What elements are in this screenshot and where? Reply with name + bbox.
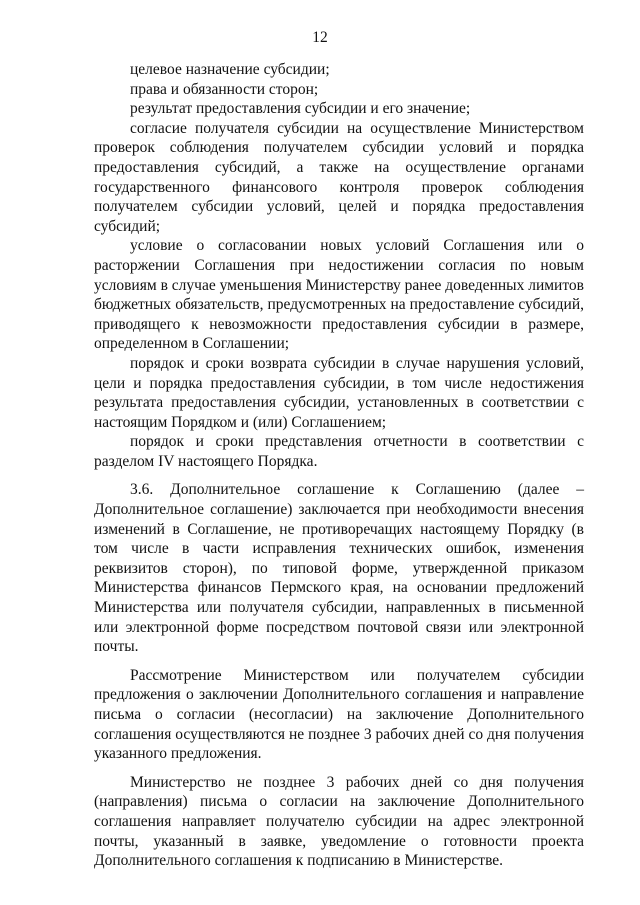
document-body	[94, 60, 584, 871]
paragraph-reporting: порядок и сроки представления отчетности в соответствии с разделом IV настоящего Порядка.	[94, 433, 584, 470]
paragraph-subsidy-purpose: целевое назначение субсидии;	[130, 61, 330, 78]
paragraph-result: результат предоставления субсидии и его значение;	[130, 100, 471, 118]
paragraph-ministry-notice: Министерство не позднее 3 рабочих дней со дня получения (направления) письма о согласии на заключение Дополнительного соглашения направляет получателю субсидии на адрес электронной почты, указанный в заявке, уведомление о готовности проекта Дополнительного соглашения к подписанию в Министерстве.	[94, 773, 584, 870]
paragraph-consent-inspections: согласие получателя субсидии на осуществление Министерством проверок соблюдения получателем субсидии условий и порядка предоставления субсидий, а также на осуществление органами государственного финансового контроля проверок соблюдения получателем субсидии условий, целей и порядка предоставления субсидий;	[94, 119, 584, 235]
paragraph-new-conditions: условие о согласовании новых условий Соглашения или о расторжении Соглашения при недостижении согласия по новым условиям в случае уменьшения Министерству ранее доведенных лимитов бюджетных обязательств, предусмотренных на предоставление субсидий, приводящего к невозможности предоставления субсидии в размере, определенном в Соглашении;	[94, 237, 584, 353]
paragraph-rights-obligations: права и обязанности сторон;	[130, 80, 319, 98]
paragraph-review-proposal: Рассмотрение Министерством или получателем субсидии предложения о заключении Дополнительного соглашения и направление письма о согласии (несогласии) на заключение Дополнительного соглашения осуществляются не позднее 3 рабочих дней со дня получения указанного предложения.	[94, 666, 584, 763]
paragraph-refund-procedure: порядок и сроки возврата субсидии в случае нарушения условий, цели и порядка предоставления субсидии, в том числе недостижения результата предоставления субсидии, установленных в соответствии с настоящим Порядком и (или) Соглашением;	[94, 354, 584, 431]
paragraph-section-3-6: 3.6. Дополнительное соглашение к Соглашению (далее – Дополнительное соглашение) заключается при необходимости внесения изменений в Соглашение, не противоречащих настоящему Порядку (в том числе в части исправления технических ошибок, изменения реквизитов сторон), по типовой форме, утвержденной приказом Министерства финансов Пермского края, на основании предложений Министерства или получателя субсидии, направленных в письменной или электронной форме посредством почтовой связи или электронной почты.	[94, 481, 584, 656]
page-number: 12	[312, 29, 328, 46]
